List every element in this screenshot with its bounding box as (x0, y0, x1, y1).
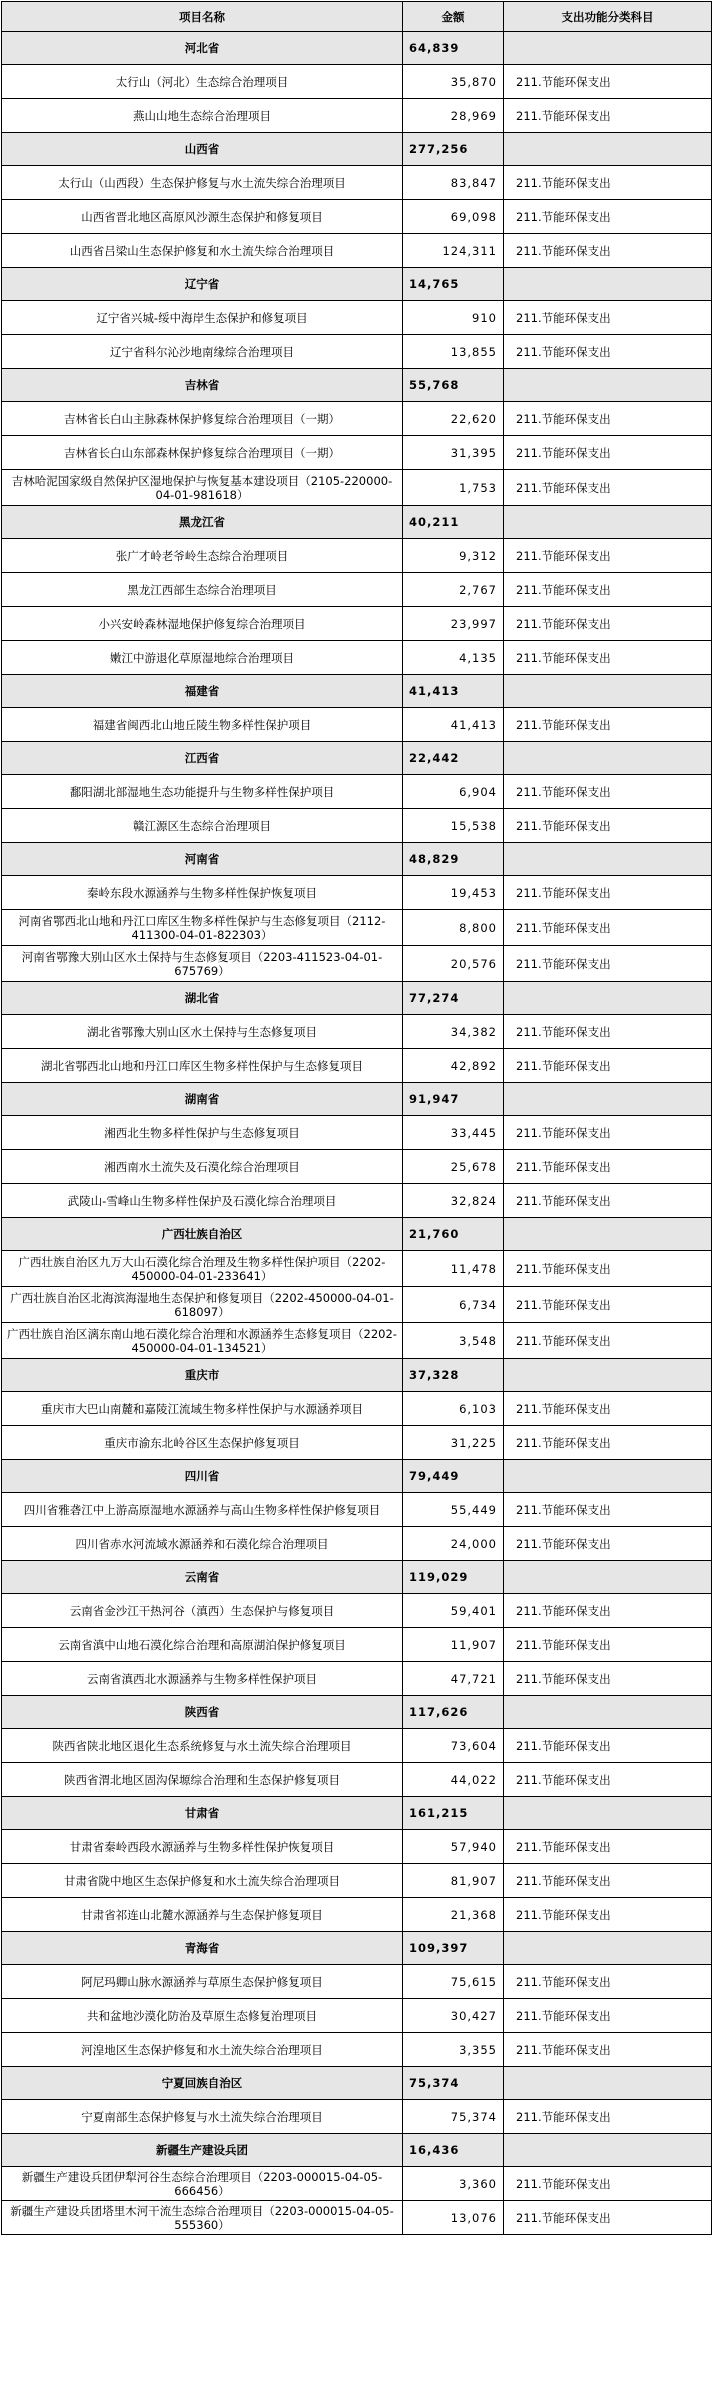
amount-cell: 28,969 (403, 99, 504, 133)
table-row (2, 1628, 712, 1662)
amount-cell: 8,800 (403, 910, 504, 946)
project-name-cell: 宁夏回族自治区 (2, 2067, 403, 2100)
amount-cell: 83,847 (403, 166, 504, 200)
table-row (2, 2033, 712, 2067)
category-cell (504, 742, 712, 775)
category-cell (504, 843, 712, 876)
province-row (2, 133, 712, 166)
project-name-cell: 广西壮族自治区漓东南山地石漠化综合治理和水源涵养生态修复项目（2202-450000-04-01-134521） (2, 1323, 403, 1359)
province-row (2, 506, 712, 539)
project-name-cell: 湖北省鄂豫大别山区水土保持与生态修复项目 (2, 1015, 403, 1049)
project-name-cell: 广西壮族自治区九万大山石漠化综合治理及生物多样性保护项目（2202-450000-04-01-233641） (2, 1251, 403, 1287)
province-row (2, 32, 712, 65)
amount-cell: 9,312 (403, 539, 504, 573)
category-cell: 211.节能环保支出 (504, 1965, 712, 1999)
province-row (2, 982, 712, 1015)
project-name-cell: 秦岭东段水源涵养与生物多样性保护恢复项目 (2, 876, 403, 910)
table-row (2, 2201, 712, 2235)
amount-cell: 57,940 (403, 1830, 504, 1864)
amount-cell: 41,413 (403, 675, 504, 708)
amount-cell: 55,449 (403, 1493, 504, 1527)
province-row (2, 1696, 712, 1729)
amount-cell: 34,382 (403, 1015, 504, 1049)
project-name-cell: 甘肃省秦岭西段水源涵养与生物多样性保护恢复项目 (2, 1830, 403, 1864)
project-name-cell: 太行山（河北）生态综合治理项目 (2, 65, 403, 99)
table-row (2, 1662, 712, 1696)
amount-cell: 910 (403, 301, 504, 335)
table-row (2, 436, 712, 470)
amount-cell: 11,478 (403, 1251, 504, 1287)
province-row (2, 2134, 712, 2167)
project-name-cell: 云南省滇西北水源涵养与生物多样性保护项目 (2, 1662, 403, 1696)
amount-cell: 55,768 (403, 369, 504, 402)
category-cell: 211.节能环保支出 (504, 573, 712, 607)
amount-cell: 64,839 (403, 32, 504, 65)
province-row (2, 742, 712, 775)
table-row (2, 1116, 712, 1150)
project-name-cell: 重庆市大巴山南麓和嘉陵江流域生物多样性保护与水源涵养项目 (2, 1392, 403, 1426)
project-name-cell: 燕山山地生态综合治理项目 (2, 99, 403, 133)
province-row (2, 369, 712, 402)
amount-cell: 119,029 (403, 1561, 504, 1594)
table-row (2, 1898, 712, 1932)
project-name-cell: 四川省 (2, 1460, 403, 1493)
amount-cell: 77,274 (403, 982, 504, 1015)
project-name-cell: 吉林省长白山东部森林保护修复综合治理项目（一期） (2, 436, 403, 470)
category-cell: 211.节能环保支出 (504, 301, 712, 335)
project-name-cell: 河南省鄂西北山地和丹江口库区生物多样性保护与生态修复项目（2112-411300-04-01-822303） (2, 910, 403, 946)
project-name-cell: 广西壮族自治区 (2, 1218, 403, 1251)
project-name-cell: 江西省 (2, 742, 403, 775)
amount-cell: 161,215 (403, 1797, 504, 1830)
table-row (2, 809, 712, 843)
category-cell (504, 1561, 712, 1594)
amount-cell: 75,615 (403, 1965, 504, 1999)
table-row (2, 1830, 712, 1864)
amount-cell: 91,947 (403, 1083, 504, 1116)
category-cell: 211.节能环保支出 (504, 166, 712, 200)
category-cell (504, 369, 712, 402)
province-row (2, 843, 712, 876)
category-cell: 211.节能环保支出 (504, 910, 712, 946)
category-cell (504, 2067, 712, 2100)
amount-cell: 3,355 (403, 2033, 504, 2067)
project-name-cell: 辽宁省兴城-绥中海岸生态保护和修复项目 (2, 301, 403, 335)
category-cell (504, 32, 712, 65)
table-row (2, 539, 712, 573)
table-row (2, 1049, 712, 1083)
amount-cell: 19,453 (403, 876, 504, 910)
category-cell: 211.节能环保支出 (504, 641, 712, 675)
table-row (2, 1251, 712, 1287)
project-name-cell: 广西壮族自治区北海滨海湿地生态保护和修复项目（2202-450000-04-01-618097） (2, 1287, 403, 1323)
table-row (2, 301, 712, 335)
table-row (2, 1729, 712, 1763)
category-cell (504, 1696, 712, 1729)
project-name-cell: 小兴安岭森林湿地保护修复综合治理项目 (2, 607, 403, 641)
project-name-cell: 甘肃省陇中地区生态保护修复和水土流失综合治理项目 (2, 1864, 403, 1898)
amount-cell: 40,211 (403, 506, 504, 539)
category-cell: 211.节能环保支出 (504, 876, 712, 910)
project-name-cell: 青海省 (2, 1932, 403, 1965)
project-name-cell: 阿尼玛卿山脉水源涵养与草原生态保护修复项目 (2, 1965, 403, 1999)
amount-cell: 30,427 (403, 1999, 504, 2033)
table-row (2, 470, 712, 506)
amount-cell: 25,678 (403, 1150, 504, 1184)
project-name-cell: 宁夏南部生态保护修复与水土流失综合治理项目 (2, 2100, 403, 2134)
project-name-cell: 福建省闽西北山地丘陵生物多样性保护项目 (2, 708, 403, 742)
project-name-cell: 山西省吕梁山生态保护修复和水土流失综合治理项目 (2, 234, 403, 268)
project-name-cell: 云南省金沙江干热河谷（滇西）生态保护与修复项目 (2, 1594, 403, 1628)
amount-cell: 21,368 (403, 1898, 504, 1932)
amount-cell: 75,374 (403, 2100, 504, 2134)
category-cell: 211.节能环保支出 (504, 1116, 712, 1150)
table-row (2, 99, 712, 133)
category-cell: 211.节能环保支出 (504, 470, 712, 506)
table-body (2, 32, 712, 2235)
category-cell: 211.节能环保支出 (504, 708, 712, 742)
project-name-cell: 四川省雅砻江中上游高原湿地水源涵养与高山生物多样性保护修复项目 (2, 1493, 403, 1527)
project-name-cell: 河南省 (2, 843, 403, 876)
amount-cell: 31,395 (403, 436, 504, 470)
category-cell: 211.节能环保支出 (504, 2201, 712, 2235)
category-cell: 211.节能环保支出 (504, 775, 712, 809)
amount-cell: 4,135 (403, 641, 504, 675)
category-cell: 211.节能环保支出 (504, 402, 712, 436)
table-row (2, 1965, 712, 1999)
category-cell: 211.节能环保支出 (504, 1184, 712, 1218)
table-row (2, 1184, 712, 1218)
table-row (2, 1392, 712, 1426)
province-row (2, 2067, 712, 2100)
amount-cell: 3,360 (403, 2167, 504, 2201)
amount-cell: 14,765 (403, 268, 504, 301)
amount-cell: 48,829 (403, 843, 504, 876)
province-row (2, 1218, 712, 1251)
table-row (2, 876, 712, 910)
category-cell: 211.节能环保支出 (504, 1493, 712, 1527)
project-name-cell: 湖南省 (2, 1083, 403, 1116)
amount-cell: 44,022 (403, 1763, 504, 1797)
amount-cell: 2,767 (403, 573, 504, 607)
project-name-cell: 张广才岭老爷岭生态综合治理项目 (2, 539, 403, 573)
table-row (2, 775, 712, 809)
amount-cell: 16,436 (403, 2134, 504, 2167)
category-cell: 211.节能环保支出 (504, 1662, 712, 1696)
category-cell: 211.节能环保支出 (504, 1763, 712, 1797)
amount-cell: 41,413 (403, 708, 504, 742)
category-cell: 211.节能环保支出 (504, 1999, 712, 2033)
project-name-cell: 共和盆地沙漠化防治及草原生态修复治理项目 (2, 1999, 403, 2033)
table-row (2, 2100, 712, 2134)
category-cell: 211.节能环保支出 (504, 539, 712, 573)
category-cell: 211.节能环保支出 (504, 1015, 712, 1049)
category-cell: 211.节能环保支出 (504, 1392, 712, 1426)
category-cell: 211.节能环保支出 (504, 1251, 712, 1287)
category-cell: 211.节能环保支出 (504, 335, 712, 369)
amount-cell: 81,907 (403, 1864, 504, 1898)
table-row (2, 402, 712, 436)
amount-cell: 79,449 (403, 1460, 504, 1493)
category-cell: 211.节能环保支出 (504, 1150, 712, 1184)
category-cell (504, 2134, 712, 2167)
category-cell: 211.节能环保支出 (504, 809, 712, 843)
project-name-cell: 新疆生产建设兵团 (2, 2134, 403, 2167)
project-name-cell: 吉林省长白山主脉森林保护修复综合治理项目（一期） (2, 402, 403, 436)
table-row (2, 1015, 712, 1049)
project-name-cell: 甘肃省祁连山北麓水源涵养与生态保护修复项目 (2, 1898, 403, 1932)
project-name-cell: 湖北省 (2, 982, 403, 1015)
project-name-cell: 太行山（山西段）生态保护修复与水土流失综合治理项目 (2, 166, 403, 200)
amount-cell: 33,445 (403, 1116, 504, 1150)
table-row (2, 1527, 712, 1561)
category-cell: 211.节能环保支出 (504, 2033, 712, 2067)
amount-cell: 11,907 (403, 1628, 504, 1662)
table-row (2, 573, 712, 607)
province-row (2, 1083, 712, 1116)
project-name-cell: 陕西省渭北地区固沟保塬综合治理和生态保护修复项目 (2, 1763, 403, 1797)
amount-cell: 22,620 (403, 402, 504, 436)
project-name-cell: 新疆生产建设兵团伊犁河谷生态综合治理项目（2203-000015-04-05-666456） (2, 2167, 403, 2201)
category-cell: 211.节能环保支出 (504, 1864, 712, 1898)
category-cell: 211.节能环保支出 (504, 1049, 712, 1083)
amount-cell: 23,997 (403, 607, 504, 641)
category-cell (504, 506, 712, 539)
table-row (2, 1426, 712, 1460)
amount-cell: 59,401 (403, 1594, 504, 1628)
table-row (2, 1493, 712, 1527)
project-name-cell: 嫩江中游退化草原湿地综合治理项目 (2, 641, 403, 675)
amount-cell: 35,870 (403, 65, 504, 99)
project-name-cell: 吉林省 (2, 369, 403, 402)
project-name-cell: 云南省 (2, 1561, 403, 1594)
province-row (2, 1797, 712, 1830)
project-name-cell: 云南省滇中山地石漠化综合治理和高原湖泊保护修复项目 (2, 1628, 403, 1662)
amount-cell: 73,604 (403, 1729, 504, 1763)
table-row (2, 607, 712, 641)
project-name-cell: 鄱阳湖北部湿地生态功能提升与生物多样性保护项目 (2, 775, 403, 809)
category-cell (504, 1218, 712, 1251)
project-name-cell: 湖北省鄂西北山地和丹江口库区生物多样性保护与生态修复项目 (2, 1049, 403, 1083)
project-name-cell: 四川省赤水河流域水源涵养和石漠化综合治理项目 (2, 1527, 403, 1561)
category-cell (504, 1359, 712, 1392)
province-row (2, 268, 712, 301)
table-row (2, 910, 712, 946)
project-name-cell: 新疆生产建设兵团塔里木河干流生态综合治理项目（2203-000015-04-05-555360） (2, 2201, 403, 2235)
category-cell: 211.节能环保支出 (504, 1527, 712, 1561)
header-category: 支出功能分类科目 (504, 2, 712, 32)
category-cell: 211.节能环保支出 (504, 2100, 712, 2134)
category-cell: 211.节能环保支出 (504, 946, 712, 982)
project-name-cell: 陕西省 (2, 1696, 403, 1729)
table-row (2, 65, 712, 99)
category-cell: 211.节能环保支出 (504, 1729, 712, 1763)
project-name-cell: 赣江源区生态综合治理项目 (2, 809, 403, 843)
amount-cell: 24,000 (403, 1527, 504, 1561)
table-row (2, 234, 712, 268)
province-row (2, 1359, 712, 1392)
category-cell: 211.节能环保支出 (504, 65, 712, 99)
amount-cell: 1,753 (403, 470, 504, 506)
project-name-cell: 重庆市 (2, 1359, 403, 1392)
project-name-cell: 吉林哈泥国家级自然保护区湿地保护与恢复基本建设项目（2105-220000-04-01-981618） (2, 470, 403, 506)
province-row (2, 675, 712, 708)
amount-cell: 124,311 (403, 234, 504, 268)
category-cell (504, 1797, 712, 1830)
header-project-name: 项目名称 (2, 2, 403, 32)
category-cell: 211.节能环保支出 (504, 607, 712, 641)
amount-cell: 31,225 (403, 1426, 504, 1460)
project-name-cell: 湘西北生物多样性保护与生态修复项目 (2, 1116, 403, 1150)
amount-cell: 21,760 (403, 1218, 504, 1251)
category-cell (504, 675, 712, 708)
table-row (2, 1594, 712, 1628)
table-row (2, 1999, 712, 2033)
project-name-cell: 黑龙江西部生态综合治理项目 (2, 573, 403, 607)
category-cell: 211.节能环保支出 (504, 2167, 712, 2201)
amount-cell: 37,328 (403, 1359, 504, 1392)
category-cell: 211.节能环保支出 (504, 1287, 712, 1323)
category-cell (504, 1083, 712, 1116)
category-cell: 211.节能环保支出 (504, 436, 712, 470)
category-cell: 211.节能环保支出 (504, 200, 712, 234)
category-cell: 211.节能环保支出 (504, 1426, 712, 1460)
amount-cell: 277,256 (403, 133, 504, 166)
category-cell: 211.节能环保支出 (504, 1898, 712, 1932)
category-cell (504, 133, 712, 166)
table-row (2, 946, 712, 982)
category-cell (504, 1460, 712, 1493)
amount-cell: 15,538 (403, 809, 504, 843)
project-name-cell: 黑龙江省 (2, 506, 403, 539)
category-cell: 211.节能环保支出 (504, 1323, 712, 1359)
table-row (2, 1763, 712, 1797)
amount-cell: 69,098 (403, 200, 504, 234)
category-cell: 211.节能环保支出 (504, 99, 712, 133)
amount-cell: 47,721 (403, 1662, 504, 1696)
amount-cell: 109,397 (403, 1932, 504, 1965)
table-row (2, 335, 712, 369)
category-cell (504, 982, 712, 1015)
amount-cell: 20,576 (403, 946, 504, 982)
project-name-cell: 山西省 (2, 133, 403, 166)
amount-cell: 3,548 (403, 1323, 504, 1359)
amount-cell: 6,734 (403, 1287, 504, 1323)
header-amount: 金额 (403, 2, 504, 32)
table-row (2, 166, 712, 200)
project-name-cell: 河南省鄂豫大别山区水土保持与生态修复项目（2203-411523-04-01-675769） (2, 946, 403, 982)
category-cell: 211.节能环保支出 (504, 1594, 712, 1628)
project-name-cell: 甘肃省 (2, 1797, 403, 1830)
funding-table (1, 1, 712, 2235)
table-row (2, 1864, 712, 1898)
category-cell (504, 268, 712, 301)
amount-cell: 42,892 (403, 1049, 504, 1083)
project-name-cell: 山西省晋北地区高原风沙源生态保护和修复项目 (2, 200, 403, 234)
project-name-cell: 河湟地区生态保护修复和水土流失综合治理项目 (2, 2033, 403, 2067)
category-cell (504, 1932, 712, 1965)
project-name-cell: 辽宁省 (2, 268, 403, 301)
province-row (2, 1460, 712, 1493)
province-row (2, 1561, 712, 1594)
project-name-cell: 武陵山-雪峰山生物多样性保护及石漠化综合治理项目 (2, 1184, 403, 1218)
amount-cell: 117,626 (403, 1696, 504, 1729)
project-name-cell: 陕西省陕北地区退化生态系统修复与水土流失综合治理项目 (2, 1729, 403, 1763)
table-row (2, 1287, 712, 1323)
table-row (2, 641, 712, 675)
amount-cell: 13,076 (403, 2201, 504, 2235)
table-row (2, 2167, 712, 2201)
table-row (2, 1150, 712, 1184)
project-name-cell: 福建省 (2, 675, 403, 708)
amount-cell: 32,824 (403, 1184, 504, 1218)
project-name-cell: 重庆市渝东北岭谷区生态保护修复项目 (2, 1426, 403, 1460)
table-header-row (2, 2, 712, 32)
amount-cell: 75,374 (403, 2067, 504, 2100)
table-row (2, 1323, 712, 1359)
project-name-cell: 河北省 (2, 32, 403, 65)
table-row (2, 200, 712, 234)
amount-cell: 22,442 (403, 742, 504, 775)
category-cell: 211.节能环保支出 (504, 1830, 712, 1864)
table-row (2, 708, 712, 742)
project-name-cell: 湘西南水土流失及石漠化综合治理项目 (2, 1150, 403, 1184)
province-row (2, 1932, 712, 1965)
category-cell: 211.节能环保支出 (504, 234, 712, 268)
amount-cell: 6,103 (403, 1392, 504, 1426)
amount-cell: 13,855 (403, 335, 504, 369)
amount-cell: 6,904 (403, 775, 504, 809)
project-name-cell: 辽宁省科尔沁沙地南缘综合治理项目 (2, 335, 403, 369)
category-cell: 211.节能环保支出 (504, 1628, 712, 1662)
